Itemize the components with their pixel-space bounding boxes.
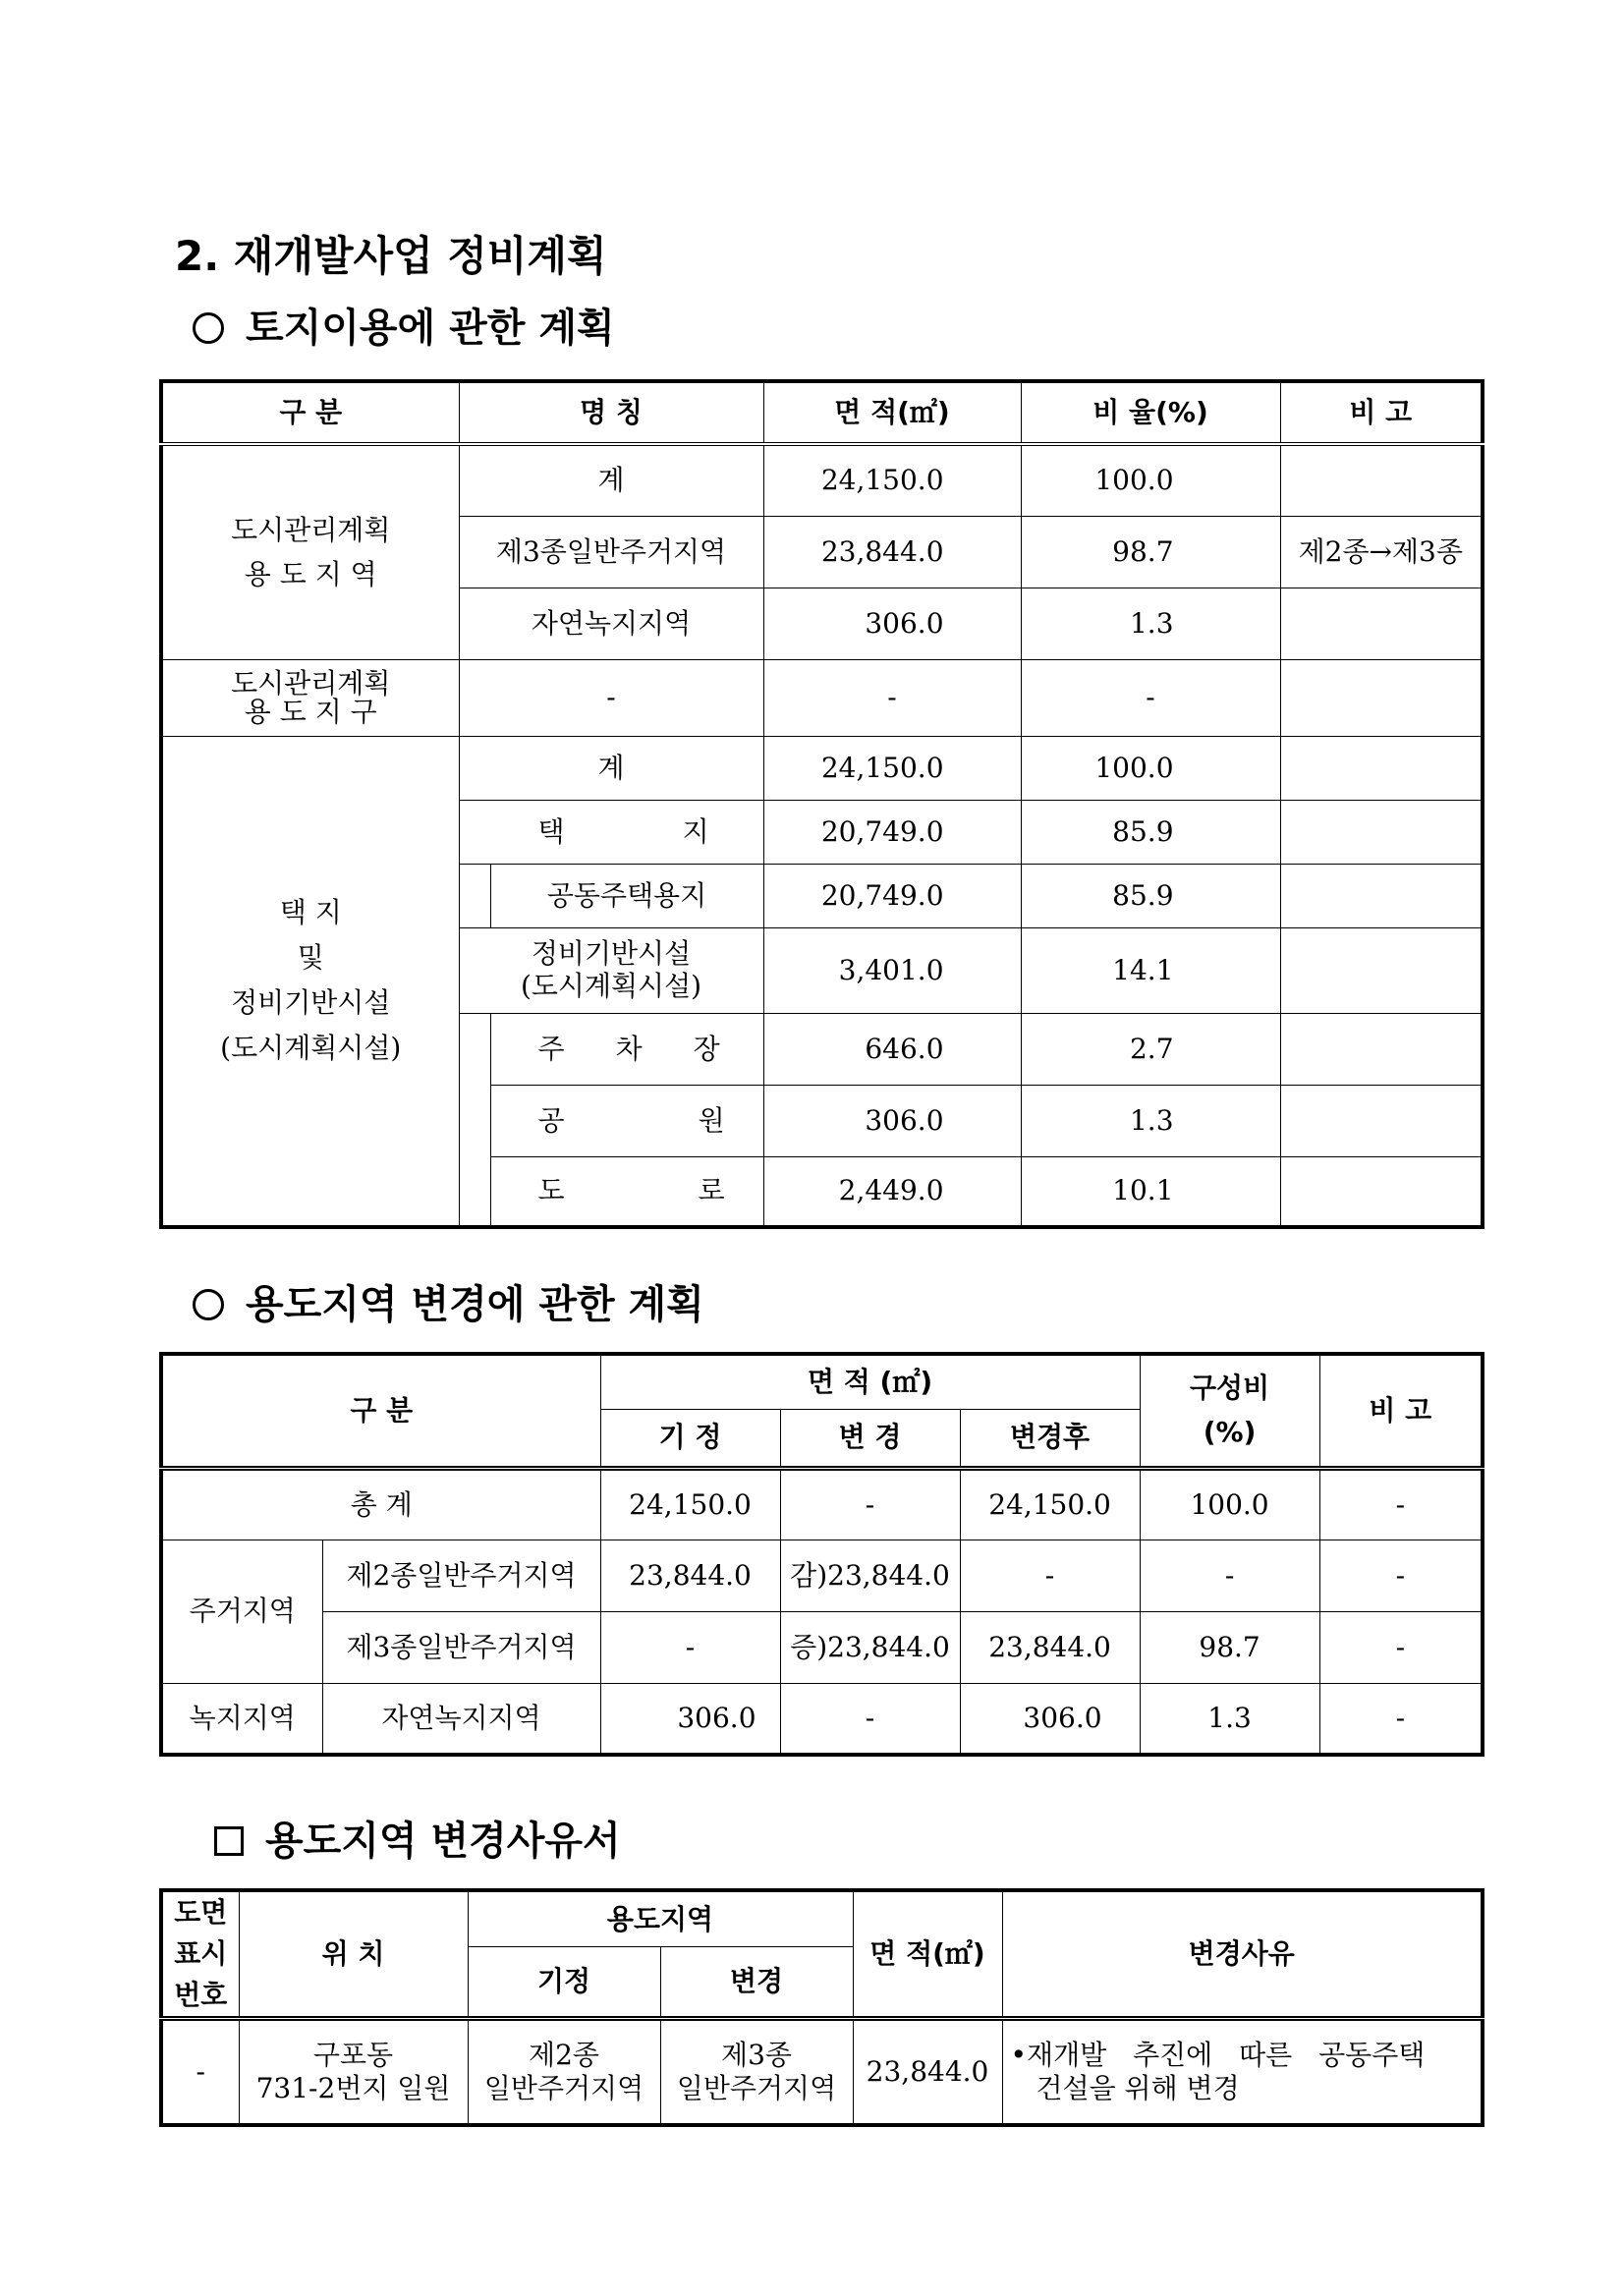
section-zone-change-title-text: 용도지역 변경에 관한 계획: [246, 1282, 704, 1327]
table-row: 제3종일반주거지역 23,844.0 98.7 제2종→제3종: [161, 516, 1483, 588]
table-row: 공동주택용지 20,749.0 85.9: [161, 864, 1483, 927]
zone-change-table: [159, 1352, 1484, 1757]
header-area: 면 적(㎡): [763, 381, 1021, 444]
table-row: 녹지지역 자연녹지지역 306.0 - 306.0 1.3 -: [161, 1683, 1483, 1755]
table-row: 도시관리계획 용 도 지 역 계 24,150.0 100.0: [161, 444, 1483, 516]
table-row: 공 원 306.0 1.3: [161, 1085, 1483, 1156]
table-row: 택 지 및 정비기반시설 (도시계획시설) 계 24,150.0 100.0: [161, 736, 1483, 800]
section-land-use-title: [193, 297, 615, 353]
header-location: 위 치: [239, 1890, 468, 2019]
group-zoning-label: 도시관리계획 용 도 지 역: [161, 444, 459, 659]
table-row: 주 차 장 646.0 2.7: [161, 1013, 1483, 1085]
circle-bullet-icon: [193, 1289, 224, 1320]
header-category: 구 분: [161, 381, 459, 444]
group-district-label: 도시관리계획 용 도 지 구: [161, 659, 459, 736]
header-name: 명 칭: [459, 381, 763, 444]
table-row: 제3종일반주거지역 - 증)23,844.0 23,844.0 98.7 -: [161, 1611, 1483, 1683]
header-note: 비 고: [1319, 1354, 1483, 1468]
header-existing: 기정: [468, 1947, 660, 2019]
square-bullet-icon: [214, 1826, 244, 1856]
land-use-table: [159, 379, 1484, 1229]
section-zone-reason-title: [214, 1810, 621, 1866]
table-row: 총 계 24,150.0 - 24,150.0 100.0 -: [161, 1468, 1483, 1540]
header-ratio: 비 율(%): [1021, 381, 1280, 444]
header-note: 비 고: [1280, 381, 1483, 444]
table-row: 주거지역 제2종일반주거지역 23,844.0 감)23,844.0 - - -: [161, 1540, 1483, 1611]
header-area: 면 적 (㎡): [600, 1354, 1140, 1409]
section-land-use-title-text: 토지이용에 관한 계획: [246, 306, 615, 351]
table-row: 도시관리계획 용 도 지 구 - - -: [161, 659, 1483, 736]
table-row: 자연녹지지역 306.0 1.3: [161, 588, 1483, 659]
header-existing: 기 정: [600, 1409, 780, 1468]
table-row: - 구포동 731-2번지 일원 제2종 일반주거지역 제3종 일반주거지역 23,844.0 •재개발 추진에 따른 공동주택 건설을 위해 변경: [161, 2019, 1483, 2125]
header-ratio: 구성비 (%): [1140, 1354, 1319, 1468]
section-zone-change-title: [193, 1273, 704, 1329]
table-row: 택 지 20,749.0 85.9: [161, 800, 1483, 864]
header-change: 변경: [660, 1947, 853, 2019]
header-area: 면 적(㎡): [853, 1890, 1002, 2019]
section-zone-reason-title-text: 용도지역 변경사유서: [265, 1819, 621, 1864]
page-title: 2. 재개발사업 정비계획: [175, 232, 607, 280]
table-row: 정비기반시설 (도시계획시설) 3,401.0 14.1: [161, 927, 1483, 1013]
header-category: 구 분: [161, 1354, 600, 1468]
circle-bullet-icon: [193, 312, 224, 344]
header-after: 변경후: [960, 1409, 1140, 1468]
zone-change-reason-table: [159, 1888, 1484, 2127]
group-land-infra-label: 택 지 및 정비기반시설 (도시계획시설): [161, 736, 459, 1227]
header-reason: 변경사유: [1002, 1890, 1483, 2019]
header-map-no: 도면 표시 번호: [161, 1890, 239, 2019]
header-zone: 용도지역: [468, 1890, 853, 1947]
header-change: 변 경: [780, 1409, 960, 1468]
table-row: 도 로 2,449.0 10.1: [161, 1156, 1483, 1227]
